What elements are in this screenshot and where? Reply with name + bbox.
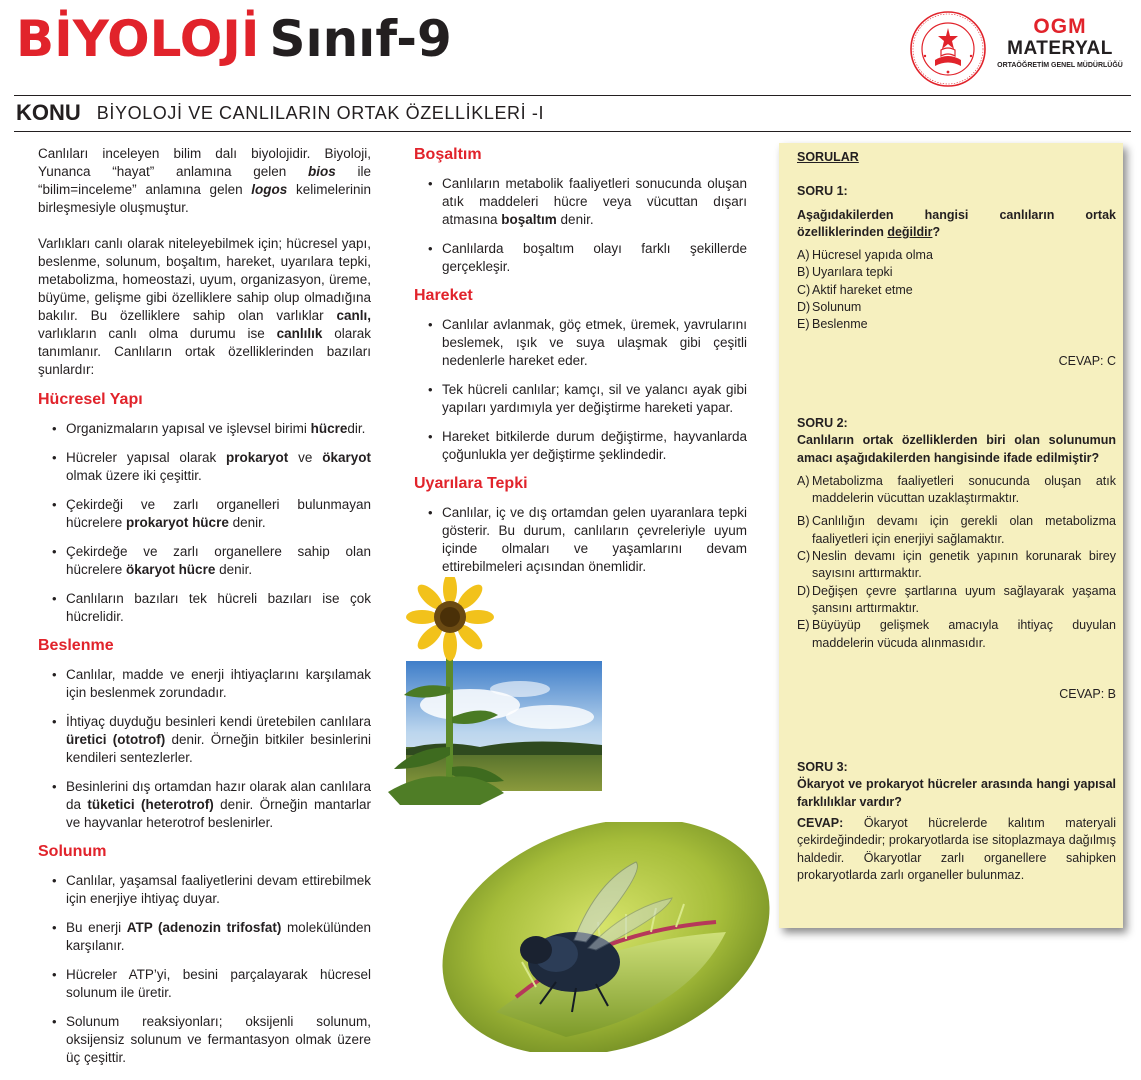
option-key: C) bbox=[797, 282, 811, 297]
answer-option bbox=[797, 617, 1116, 652]
text-run: Canlılar, iç ve dış ortamdan gelen uyaranlara tepki gösterir. Bu durum, canlıların çevreleriyle uyum içinde olmaları ve yaşamlarını devam ettirebilmeleri açısından önemlidir. bbox=[442, 505, 747, 574]
answer-option bbox=[797, 548, 1116, 583]
question-3-text: Ökaryot ve prokaryot hücreler arasında hangi yapısal farklılıklar vardır? bbox=[797, 777, 1116, 809]
text-run: Canlılarda boşaltım olayı farklı şekillerde gerçekleşir. bbox=[442, 241, 747, 274]
bullet-item bbox=[38, 420, 371, 438]
bullet-list bbox=[38, 420, 371, 626]
option-text: Büyüyüp gelişmek amacıyla ihtiyaç duyulan maddelerin vücuda alınmasıdır. bbox=[812, 618, 1116, 650]
bullet-list bbox=[414, 316, 747, 464]
option-key: B) bbox=[797, 265, 810, 280]
venus-flytrap-fly-image bbox=[436, 822, 776, 1052]
answer-option bbox=[797, 299, 1116, 316]
question-1-text bbox=[797, 207, 1116, 242]
section-heading: Beslenme bbox=[38, 637, 114, 654]
text-run: olarak tanımlanır. Canlıların ortak özelliklerinden bazıları şunlardır: bbox=[38, 326, 371, 377]
bullet-item bbox=[414, 175, 747, 229]
question-3-answer-text: Ökaryot hücrelerde kalıtım materyali çekirdeğindedir; prokaryotlarda ise sitoplazmaya dağılmış haldedir. Ökaryotlar zarlı organellere sahipken prokaryotlarda zarlı organeller bulunmaz. bbox=[797, 816, 1116, 882]
answer-option bbox=[797, 473, 1116, 508]
question-3-answer-label: CEVAP: bbox=[797, 816, 844, 831]
text-run: Canlılar avlanmak, göç etmek, üremek, yavrularını beslemek, ışık ve suya ulaşmak gibi çeşitli nedenlerle hareket eder. bbox=[442, 317, 747, 368]
document-title bbox=[16, 10, 452, 80]
bold-term: canlı, bbox=[336, 308, 371, 323]
option-text: Değişen çevre şartlarına uyum sağlayarak yaşama şansını arttırmaktır. bbox=[812, 583, 1116, 615]
section-list bbox=[414, 145, 747, 576]
bullet-list bbox=[414, 175, 747, 276]
answer-option bbox=[797, 316, 1116, 333]
text-run: Hareket bitkilerde durum değiştirme, hayvanlarda çoğunlukla yer değiştirme şeklindedir. bbox=[442, 429, 747, 462]
question-3-label: SORU 3: bbox=[797, 760, 848, 775]
option-key: D) bbox=[797, 583, 811, 598]
answer-option bbox=[797, 247, 1116, 264]
option-text: Hücresel yapıda olma bbox=[812, 248, 933, 263]
option-key: A) bbox=[797, 473, 810, 488]
bold-term: canlılık bbox=[276, 326, 323, 341]
bullet-item bbox=[38, 543, 371, 579]
text-run: Bu enerji bbox=[66, 920, 127, 935]
question-1-text-end: ? bbox=[932, 224, 941, 239]
bullet-item bbox=[38, 496, 371, 532]
bold-term: hücre bbox=[310, 421, 348, 436]
intro-paragraph-1 bbox=[38, 145, 371, 217]
section-heading: Hareket bbox=[414, 287, 473, 304]
bold-term: tüketici (heterotrof) bbox=[87, 797, 214, 812]
text-run: denir. bbox=[228, 515, 266, 530]
text-run: ile “bilim=inceleme” anlamına gelen bbox=[38, 164, 371, 197]
questions-panel bbox=[779, 143, 1123, 928]
text-run: varlıkların canlı olma durumu ise bbox=[38, 326, 277, 341]
question-2-answer: CEVAP: B bbox=[1059, 686, 1116, 701]
text-run: Çekirdeği ve zarlı organelleri bulunmayan hücrelere bbox=[66, 497, 371, 530]
option-text: Canlılığın devamı için gerekli olan metabolizma faaliyetleri için enerjiyi sağlamaktır. bbox=[812, 514, 1116, 546]
bullet-item bbox=[38, 1013, 371, 1067]
section-heading: Hücresel Yapı bbox=[38, 391, 143, 408]
text-run: Canlıları inceleyen bilim dalı biyolojidir. Biyoloji, Yunanca “hayat” anlamına gelen bbox=[38, 146, 371, 179]
text-run: Canlılar, madde ve enerji ihtiyaçlarını karşılamak için beslenmek zorundadır. bbox=[66, 667, 371, 700]
option-key: E) bbox=[797, 317, 810, 332]
option-key: A) bbox=[797, 248, 810, 263]
header-rule-top bbox=[14, 95, 1131, 96]
section-heading: Solunum bbox=[38, 843, 107, 860]
text-run: Besinlerini dış ortamdan hazır olarak alan canlılara da bbox=[66, 779, 371, 812]
content-column-left bbox=[38, 145, 371, 1067]
bullet-list bbox=[38, 666, 371, 832]
topic-title: BİYOLOJİ VE CANLILARIN ORTAK ÖZELLİKLERİ -I bbox=[96, 102, 545, 123]
logo-ogm-text: OGM bbox=[1033, 15, 1087, 38]
question-1-answer: CEVAP: C bbox=[1058, 353, 1116, 368]
text-run: dir. bbox=[347, 421, 366, 436]
ministry-seal-icon bbox=[909, 10, 987, 88]
option-text: Aktif hareket etme bbox=[812, 282, 913, 297]
text-run: Organizmaların yapısal ve işlevsel birimi bbox=[66, 421, 311, 436]
section-heading: Boşaltım bbox=[414, 146, 482, 163]
bold-term: üretici (ototrof) bbox=[66, 732, 166, 747]
bullet-item bbox=[38, 713, 371, 767]
questions-heading: SORULAR bbox=[797, 150, 859, 164]
bold-term: prokaryot bbox=[226, 450, 289, 465]
bold-term: bios bbox=[308, 164, 336, 179]
option-key: C) bbox=[797, 549, 811, 564]
text-run: Canlılar, yaşamsal faaliyetlerini devam ettirebilmek için enerjiye ihtiyaç duyar. bbox=[66, 873, 371, 906]
topic-bar bbox=[16, 97, 544, 129]
question-2-text: Canlıların ortak özelliklerden biri olan solunumun amacı aşağıdakilerden hangisinde ifade edilmiştir? bbox=[797, 433, 1116, 465]
bullet-item bbox=[38, 590, 371, 626]
option-key: E) bbox=[797, 618, 810, 633]
text-run: ve bbox=[288, 450, 323, 465]
question-1-label: SORU 1: bbox=[797, 184, 848, 199]
logo-subtitle: ORTAÖĞRETİM GENEL MÜDÜRLÜĞÜ bbox=[997, 62, 1123, 69]
bullet-item bbox=[414, 316, 747, 370]
question-2-label: SORU 2: bbox=[797, 415, 848, 430]
text-run: Tek hücreli canlılar; kamçı, sil ve yalancı ayak gibi yapıları yardımıyla yer değiştirme hareketi yapar. bbox=[442, 382, 747, 415]
question-3-answer bbox=[797, 815, 1116, 884]
bold-term: ökaryot hücre bbox=[126, 562, 216, 577]
option-text: Beslenme bbox=[812, 317, 868, 332]
text-run: olmak üzere iki çeşittir. bbox=[66, 468, 202, 483]
bullet-item bbox=[38, 666, 371, 702]
logo-materyal-text: MATERYAL bbox=[1007, 38, 1113, 59]
text-run: denir. Örneğin mantarlar ve hayvanlar heterotrof beslenirler. bbox=[66, 797, 371, 830]
bold-term: ökaryot bbox=[322, 450, 371, 465]
grade-title: Sınıf-9 bbox=[269, 10, 452, 68]
question-2-options bbox=[797, 473, 1116, 652]
bullet-list bbox=[414, 504, 747, 576]
bold-term: prokaryot hücre bbox=[126, 515, 229, 530]
text-run: İhtiyaç duyduğu besinleri kendi üretebilen canlılara bbox=[66, 714, 371, 729]
bullet-item bbox=[38, 966, 371, 1002]
text-run: denir. bbox=[215, 562, 253, 577]
text-run: denir. bbox=[556, 212, 594, 227]
bold-term: boşaltım bbox=[501, 212, 557, 227]
question-1-emphasis: değildir bbox=[887, 224, 933, 239]
bullet-item bbox=[38, 872, 371, 908]
bullet-list bbox=[38, 872, 371, 1067]
option-text: Uyarılara tepki bbox=[812, 265, 893, 280]
bullet-item bbox=[414, 240, 747, 276]
sunflower-image bbox=[380, 577, 602, 810]
bold-term: ATP (adenozin trifosfat) bbox=[126, 920, 282, 935]
question-1-options bbox=[797, 247, 1116, 333]
section-list bbox=[38, 390, 371, 1067]
answer-option bbox=[797, 583, 1116, 618]
bullet-item bbox=[414, 504, 747, 576]
option-key: D) bbox=[797, 300, 811, 315]
bullet-item bbox=[38, 919, 371, 955]
text-run: denir. Örneğin bitkiler besinlerini kendileri sentezlerler. bbox=[66, 732, 371, 765]
option-text: Metabolizma faaliyetleri sonucunda oluşan atık maddelerin vücuttan uzaklaştırmaktır. bbox=[812, 473, 1116, 506]
option-text: Neslin devamı için genetik yapının korunarak birey sayısını arttırmaktır. bbox=[812, 549, 1116, 581]
text-run: Hücreler ATP’yi, besini parçalayarak hücresel solunum ile üretir. bbox=[66, 967, 371, 1000]
answer-option bbox=[797, 513, 1116, 548]
text-run: Canlıların metabolik faaliyetleri sonucunda oluşan atık maddeleri hücre veya vücuttan dışarı atmasına bbox=[442, 176, 747, 227]
text-run: Canlıların bazıları tek hücreli bazıları ise çok hücrelidir. bbox=[66, 591, 371, 624]
text-run: Varlıkları canlı olarak niteleyebilmek için; hücresel yapı, beslenme, solunum, boşaltım, hareket, uyarılara tepki, metabolizma, homeostazi, uyum, organizasyon, üreme, büyüme, gelişme gibi özelliklere sahip olup olmadığına bakılır. Bu özelliklere sahip olan varlıklar bbox=[38, 236, 371, 323]
bullet-item bbox=[414, 381, 747, 417]
text-run: kelimelerinin birleşmesiyle oluşmuştur. bbox=[38, 182, 371, 215]
option-key: B) bbox=[797, 514, 810, 529]
bullet-item bbox=[38, 449, 371, 485]
bullet-item bbox=[38, 778, 371, 832]
option-text: Solunum bbox=[812, 300, 862, 315]
bullet-item bbox=[414, 428, 747, 464]
header-rule-bottom bbox=[14, 131, 1131, 132]
intro-paragraph-2 bbox=[38, 235, 371, 379]
text-run: Hücreler yapısal olarak bbox=[66, 450, 227, 465]
subject-title: BİYOLOJİ bbox=[16, 10, 260, 68]
question-1-text-part: Aşağıdakilerden hangisi canlıların ortak özelliklerinden bbox=[797, 207, 1116, 239]
text-run: Çekirdeğe ve zarlı organellere sahip olan hücrelere bbox=[66, 544, 371, 577]
answer-option bbox=[797, 282, 1116, 299]
answer-option bbox=[797, 264, 1116, 281]
text-run: Solunum reaksiyonları; oksijenli solunum, oksijensiz solunum ve fermantasyon olmak üzere üç çeşittir. bbox=[66, 1014, 371, 1065]
content-column-middle bbox=[414, 145, 747, 576]
section-heading: Uyarılara Tepki bbox=[414, 475, 528, 492]
text-run: molekülünden karşılanır. bbox=[66, 920, 371, 953]
topic-label: KONU bbox=[16, 100, 81, 125]
ogm-materyal-logo bbox=[990, 16, 1130, 72]
bold-term: logos bbox=[251, 182, 288, 197]
